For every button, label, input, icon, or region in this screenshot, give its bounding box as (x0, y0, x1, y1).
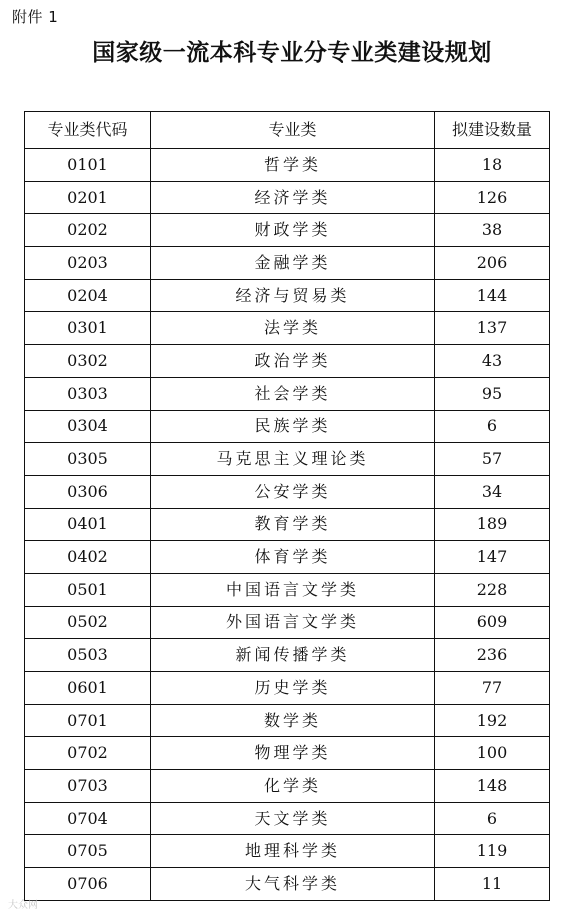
code-cell: 0204 (25, 279, 151, 312)
code-cell: 0601 (25, 672, 151, 705)
count-cell: 236 (435, 639, 550, 672)
table-row (25, 541, 550, 574)
category-cell: 教育学类 (151, 508, 435, 541)
count-cell: 148 (435, 770, 550, 803)
count-cell: 126 (435, 181, 550, 214)
category-cell: 天文学类 (151, 802, 435, 835)
count-cell: 137 (435, 312, 550, 345)
table-header-row (25, 112, 550, 149)
count-cell: 6 (435, 802, 550, 835)
code-cell: 0304 (25, 410, 151, 443)
page-title: 国家级一流本科专业分专业类建设规划 (92, 39, 492, 66)
code-cell: 0305 (25, 443, 151, 476)
attachment-label: 附件 1 (12, 8, 59, 26)
table-row (25, 443, 550, 476)
category-cell: 民族学类 (151, 410, 435, 443)
category-cell: 哲学类 (151, 149, 435, 182)
code-cell: 0301 (25, 312, 151, 345)
table-row (25, 573, 550, 606)
watermark-logo: 大众网 (8, 900, 38, 911)
table-row (25, 606, 550, 639)
code-cell: 0101 (25, 149, 151, 182)
code-cell: 0704 (25, 802, 151, 835)
code-cell: 0402 (25, 541, 151, 574)
count-cell: 95 (435, 377, 550, 410)
code-cell: 0203 (25, 247, 151, 280)
category-cell: 新闻传播学类 (151, 639, 435, 672)
count-cell: 38 (435, 214, 550, 247)
count-cell: 18 (435, 149, 550, 182)
table-row (25, 312, 550, 345)
count-cell: 119 (435, 835, 550, 868)
category-cell: 社会学类 (151, 377, 435, 410)
table-row (25, 770, 550, 803)
table-row (25, 508, 550, 541)
code-cell: 0502 (25, 606, 151, 639)
table-row (25, 639, 550, 672)
table-row (25, 149, 550, 182)
category-cell: 经济与贸易类 (151, 279, 435, 312)
code-cell: 0702 (25, 737, 151, 770)
category-cell: 中国语言文学类 (151, 573, 435, 606)
category-cell: 财政学类 (151, 214, 435, 247)
count-cell: 147 (435, 541, 550, 574)
count-cell: 192 (435, 704, 550, 737)
code-cell: 0302 (25, 345, 151, 378)
table-row (25, 410, 550, 443)
category-cell: 法学类 (151, 312, 435, 345)
code-cell: 0201 (25, 181, 151, 214)
category-cell: 外国语言文学类 (151, 606, 435, 639)
category-cell: 马克思主义理论类 (151, 443, 435, 476)
table-row (25, 802, 550, 835)
table-row (25, 704, 550, 737)
table-row (25, 672, 550, 705)
count-cell: 228 (435, 573, 550, 606)
table-row (25, 868, 550, 901)
table-row (25, 279, 550, 312)
count-cell: 57 (435, 443, 550, 476)
table-row (25, 835, 550, 868)
category-cell: 政治学类 (151, 345, 435, 378)
code-cell: 0501 (25, 573, 151, 606)
category-cell: 物理学类 (151, 737, 435, 770)
category-cell: 地理科学类 (151, 835, 435, 868)
category-cell: 化学类 (151, 770, 435, 803)
code-cell: 0703 (25, 770, 151, 803)
category-cell: 体育学类 (151, 541, 435, 574)
table-row (25, 377, 550, 410)
count-cell: 189 (435, 508, 550, 541)
count-cell: 6 (435, 410, 550, 443)
column-header-code: 专业类代码 (25, 112, 151, 149)
category-cell: 经济学类 (151, 181, 435, 214)
code-cell: 0202 (25, 214, 151, 247)
table-row (25, 181, 550, 214)
code-cell: 0705 (25, 835, 151, 868)
category-cell: 大气科学类 (151, 868, 435, 901)
count-cell: 144 (435, 279, 550, 312)
code-cell: 0503 (25, 639, 151, 672)
count-cell: 43 (435, 345, 550, 378)
code-cell: 0701 (25, 704, 151, 737)
category-cell: 数学类 (151, 704, 435, 737)
category-cell: 历史学类 (151, 672, 435, 705)
category-cell: 金融学类 (151, 247, 435, 280)
table-row (25, 737, 550, 770)
count-cell: 11 (435, 868, 550, 901)
code-cell: 0303 (25, 377, 151, 410)
code-cell: 0306 (25, 475, 151, 508)
table-row (25, 475, 550, 508)
count-cell: 100 (435, 737, 550, 770)
count-cell: 34 (435, 475, 550, 508)
count-cell: 77 (435, 672, 550, 705)
count-cell: 206 (435, 247, 550, 280)
construction-plan-table (24, 111, 550, 901)
column-header-category: 专业类 (151, 112, 435, 149)
code-cell: 0401 (25, 508, 151, 541)
code-cell: 0706 (25, 868, 151, 901)
category-cell: 公安学类 (151, 475, 435, 508)
count-cell: 609 (435, 606, 550, 639)
column-header-count: 拟建设数量 (435, 112, 550, 149)
table-row (25, 214, 550, 247)
table-row (25, 345, 550, 378)
table-row (25, 247, 550, 280)
